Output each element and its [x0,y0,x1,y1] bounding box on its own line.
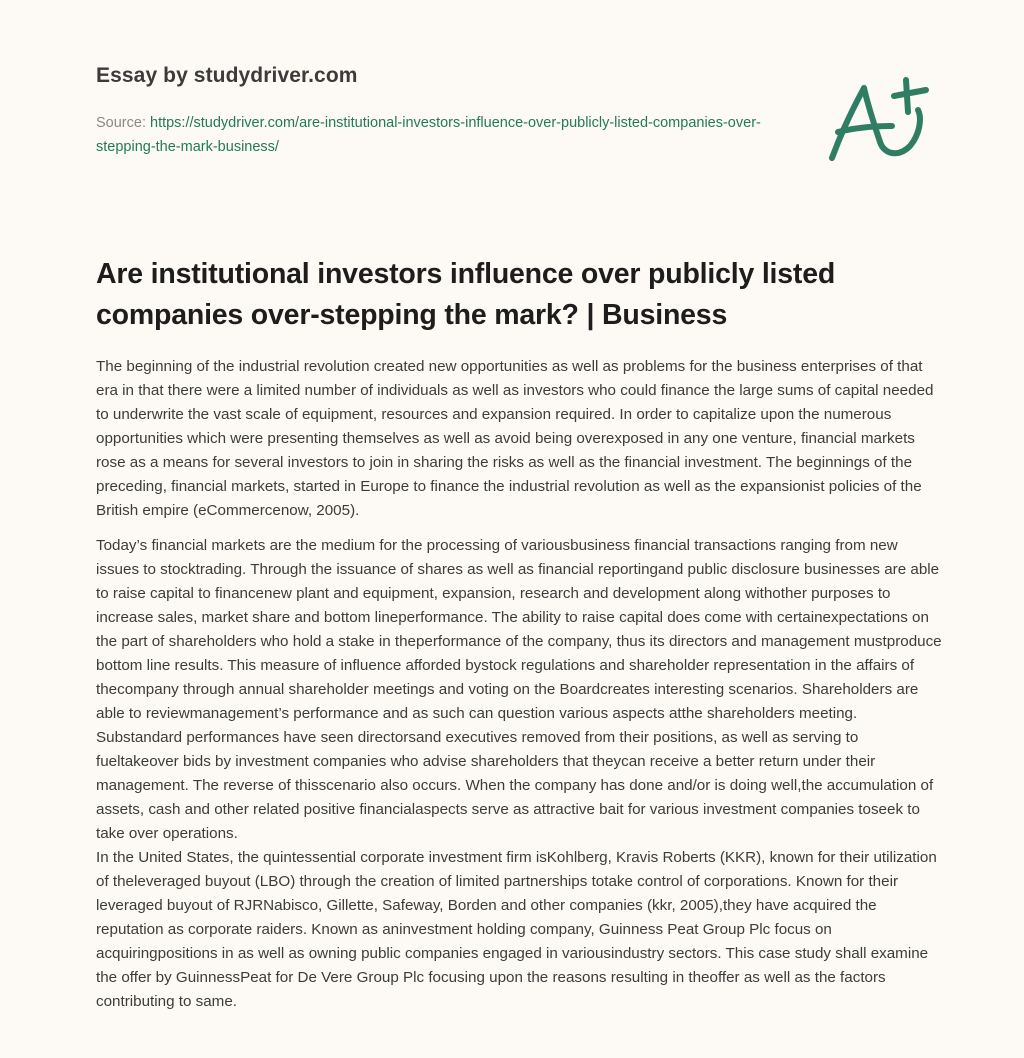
paragraph: The beginning of the industrial revolution created new opportunities as well as problems for the business enterprises of that era in that there were a limited number of individuals as well as investors who could finance the large sums of capital needed to underwrite the vast scale of equipment, resources and expansion required. In order to capitalize upon the numerous opportunities which were presenting themselves as well as avoid being overexposed in any one venture, financial markets rose as a means for several investors to join in sharing the risks as well as the financial investment. The beginnings of the preceding, financial markets, started in Europe to finance the industrial revolution as well as the expansionist policies of the British empire (eCommercenow, 2005). [96,358,934,519]
source-link[interactable]: https://studydriver.com/are-institutional-investors-influence-over-publicly-listed-companies-over-stepping-the-mark-business/ [96,115,761,155]
source-line [96,111,776,159]
page-title: Are institutional investors influence over publicly listed companies over-stepping the mark? | Business [96,258,836,331]
paragraph: Today’s financial markets are the medium for the processing of variousbusiness financial transactions ranging from new issues to stocktrading. Through the issuance of shares as well as financial reportingand public disclosure businesses are able to raise capital to financenew plant and equipment, expansion, research and development along withother purposes to increase sales, market share and bottom lineperformance. The ability to raise capital does come with certainexpectations on the part of shareholders who hold a stake in theperformance of the company, thus its directors and management mustproduce bottom line results. This measure of influence afforded bystock regulations and shareholder representation in the affairs of thecompany through annual shareholder meetings and voting on the Boardcreates interesting scenarios. Shareholders are able to reviewmanagement’s performance and as such can question various aspects atthe shareholders meeting. Substandard performances have seen directorsand executives removed from their positions, as well as serving to fueltakeover bids by investment companies who advise shareholders that theycan receive a better return under their management. The reverse of thisscenario also occurs. When the company has done and/or is doing well,the accumulation of assets, cash and other related positive financialaspects serve as attractive bait for various investment companies toseek to take over operations. [96,537,942,842]
paragraph: In the United States, the quintessential corporate investment firm isKohlberg, Kravis Roberts (KKR), known for their utilization of theleveraged buyout (LBO) through the creation of limited partnerships totake control of corporations. Known for their leveraged buyout of RJRNabisco, Gillette, Safeway, Borden and other companies (kkr, 2005),they have acquired the reputation as corporate raiders. Known as aninvestment holding company, Guinness Peat Group Plc focus on acquiringpositions in as well as owning public companies engaged in variousindustry sectors. This case study shall examine the offer by GuinnessPeat for De Vere Group Plc focusing upon the reasons resulting in theoffer as well as the factors contributing to same. [96,849,937,1010]
article-body [96,355,944,1014]
a-plus-grade-icon [818,66,934,172]
source-label: Source: [96,115,150,131]
site-brand: Essay by studydriver.com [96,64,358,87]
